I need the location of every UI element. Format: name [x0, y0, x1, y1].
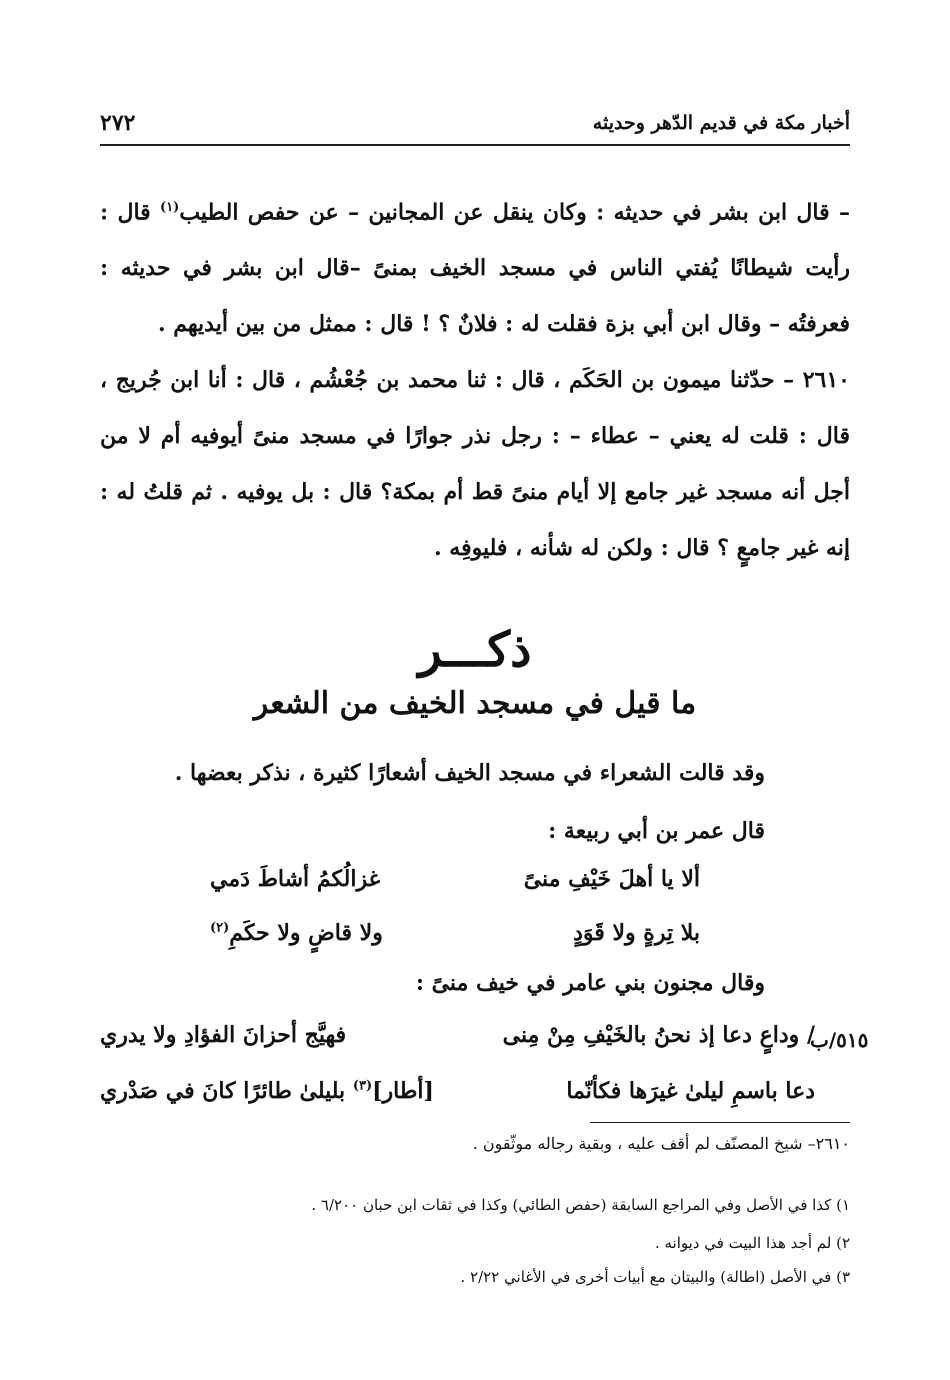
footnote-2: ٢) لم أجد هذا البيت في ديوانه .	[654, 1234, 850, 1252]
hadith-2610: ٢٦١٠ – حدّثنا ميمون بن الحَكَم ، قال : ثنا محمد بن جُعْشُم ، قال : أنا ابن جُريج ، قال : قلت له يعني – عطاء – : رجل نذر جوارًا في مسجد منىً أيوفيه أم لا من أجل أنه مسجد غير جامع إلا أيام منىً قط أم بمكة؟ قال : بل يوفيه . ثم قلتُ له : إنه غير جامعٍ ؟ قال : ولكن له شأنه ، فليوفِه .	[100, 367, 850, 562]
verse1-second-hemistich: غزالُكمُ أشاطَ دَمي	[210, 866, 381, 892]
section-intro: وقد قالت الشعراء في مسجد الخيف أشعارًا كثيرة ، نذكر بعضها .	[174, 760, 765, 786]
verse3-first-hemistich: / وداعٍ دعا إذ نحنُ بالخَيْفِ مِنْ مِنى	[502, 1022, 815, 1048]
paragraph-1	[100, 180, 850, 352]
verse4-bracket: [أطار]	[372, 1078, 434, 1104]
notes-divider	[590, 1122, 850, 1123]
footnote-ref-3: (٣)	[352, 1078, 373, 1094]
manuscript-folio-ref: ٥١٥/ب	[810, 1028, 869, 1052]
section-subheading: ما قيل في مسجد الخيف من الشعر	[253, 686, 697, 721]
footnote-1: ١) كذا في الأصل وفي المراجع السابقة (حفص الطائي) وكذا في ثقات ابن حبان ٦/٢٠٠ .	[311, 1196, 850, 1214]
verse2-first-hemistich: بلا تِرةٍ ولا قَوَدٍ	[573, 920, 700, 946]
verse4-second-hemistich	[100, 1078, 434, 1104]
paragraph-1-rest: قال : رأيت شيطانًا يُفتي الناس في مسجد الخيف بمنىً –قال ابن بشر في حديثه : فعرفتُه – وقال ابن أبي بزة فقلت له : فلانٌ ؟ ! قال : ممثل من بين أيديهم .	[100, 199, 850, 338]
poet2-intro: وقال مجنون بني عامر في خيف منىً :	[415, 970, 765, 996]
verse3-second-hemistich: فهيَّج أحزانَ الفؤادِ ولا يدري	[100, 1022, 347, 1048]
paragraph-1-text: – قال ابن بشر في حديثه : وكان ينقل عن المجانين – عن حفص الطيب	[179, 199, 850, 226]
footnote-ref-2: (٢)	[210, 920, 230, 936]
verse4-first-hemistich: دعا باسمِ ليلىٰ غيرَها فكأنّما	[566, 1078, 815, 1104]
poet1-intro: قال عمر بن أبي ربيعة :	[548, 818, 765, 844]
main-text	[100, 180, 850, 576]
verse1-first-hemistich: ألا يا أهلَ خَيْفِ منىً	[523, 866, 700, 892]
running-header	[100, 108, 850, 146]
page-number: ٢٧٢	[100, 110, 136, 136]
verse4-second-text: بليلىٰ طائرًا كانَ في صَدْري	[100, 1078, 353, 1104]
note-2610: ٢٦١٠– شيخ المصنّف لم أقف عليه ، وبقية رجاله موثّقون .	[472, 1134, 850, 1153]
verse2-second-text: ولا قاضٍ ولا حكَمِ	[229, 920, 383, 946]
footnote-3: ٣) في الأصل (اطالة) والبيتان مع أبيات أخرى في الأغاني ٢/٢٢ .	[460, 1268, 850, 1286]
footnote-ref-1: (١)	[160, 200, 180, 215]
section-heading: ذكـــر	[418, 622, 532, 678]
verse2-second-hemistich	[210, 920, 383, 946]
running-title: أخبار مكة في قديم الدّهر وحديثه	[592, 112, 850, 134]
